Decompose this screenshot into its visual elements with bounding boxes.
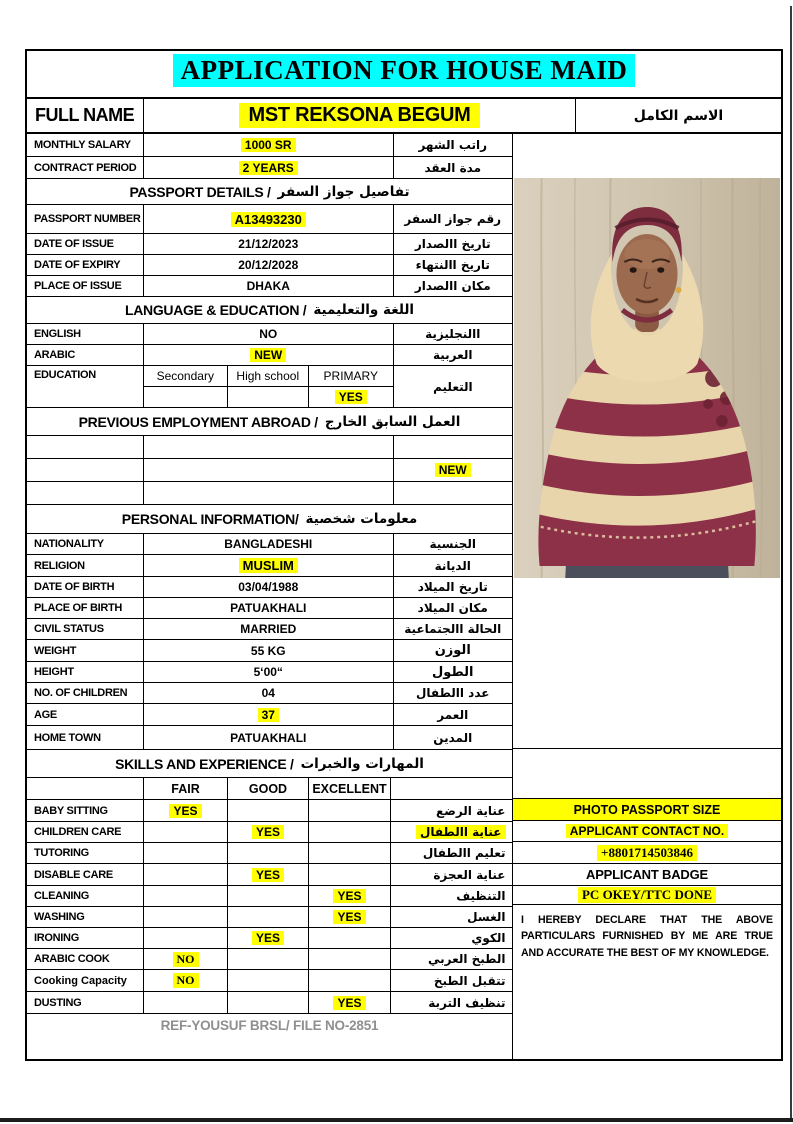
skill-label: WASHING: [27, 907, 144, 927]
age-row: [27, 704, 512, 726]
nationality-value: BANGLADESHI: [144, 534, 394, 554]
skill-label: DUSTING: [27, 992, 144, 1013]
previous-employment-header: [27, 408, 512, 436]
skill-label: IRONING: [27, 928, 144, 948]
skill-excellent-cell: [309, 822, 391, 842]
previous-employment-row: [27, 436, 512, 459]
skill-fair-value: NO: [173, 973, 199, 988]
place-of-issue-value: DHAKA: [144, 276, 394, 296]
form-title: APPLICATION FOR HOUSE MAID: [173, 54, 636, 87]
skill-row-disable-care: [27, 864, 512, 886]
skill-fair-value: YES: [169, 804, 201, 818]
reference-number: REF-YOUSUF BRSL/ FILE NO-2851: [160, 1018, 379, 1033]
previous-employment-row: [27, 459, 512, 482]
date-of-issue-row: [27, 234, 512, 255]
contract-period-row: [27, 157, 512, 179]
full-name-value: MST REKSONA BEGUM: [239, 103, 481, 128]
full-name-arabic: الاسم الكامل: [633, 107, 724, 124]
education-answer-primary: YES: [335, 390, 367, 404]
civil-status-row: [27, 619, 512, 640]
previous-employment-cell: [27, 436, 144, 458]
previous-employment-header-en: PREVIOUS EMPLOYMENT ABROAD /: [78, 413, 318, 430]
skill-arabic: تتقبل الطبخ: [433, 973, 506, 988]
skill-fair-cell: [144, 822, 228, 842]
contract-period-value: 2 YEARS: [239, 161, 298, 175]
previous-employment-cell: [27, 482, 144, 504]
religion-row: [27, 555, 512, 577]
photo-passport-size-row: [513, 799, 781, 821]
skill-row-ironing: [27, 928, 512, 949]
skill-excellent-cell: [309, 864, 391, 885]
arabic-language-arabic: العربية: [432, 348, 473, 362]
skill-fair-cell: [144, 970, 228, 991]
place-of-birth-row: [27, 598, 512, 619]
education-option-highschool: High school: [228, 366, 309, 386]
scan-edge-right: [790, 6, 792, 1120]
age-arabic: العمر: [437, 707, 469, 722]
language-header-ar: اللغة والتعليمية: [313, 302, 415, 318]
skill-fair-cell: [144, 949, 228, 969]
applicant-contact-row: [513, 821, 781, 842]
nationality-row: [27, 534, 512, 555]
english-label: ENGLISH: [27, 324, 144, 344]
contact-number-row: [513, 842, 781, 864]
passport-number-value-cell: [144, 205, 394, 233]
place-of-issue-row: [27, 276, 512, 297]
skill-row-tutoring: [27, 843, 512, 864]
education-grid: [144, 366, 394, 407]
place-of-birth-label: PLACE OF BIRTH: [27, 598, 144, 618]
application-form: [25, 49, 783, 1061]
full-name-row: [27, 99, 781, 134]
photo-passport-size-label: PHOTO PASSPORT SIZE: [573, 802, 721, 817]
children-arabic: عدد االطفال: [416, 686, 490, 700]
skill-arabic: الغسل: [467, 910, 506, 924]
date-of-issue-label: DATE OF ISSUE: [27, 234, 144, 254]
skill-excellent-value: YES: [333, 889, 365, 903]
height-row: [27, 662, 512, 683]
skill-label: DISABLE CARE: [27, 864, 144, 885]
date-of-expiry-arabic: تاريخ االنتهاء: [415, 258, 490, 272]
previous-employment-header-ar: العمل السابق الخارج: [324, 413, 461, 430]
skills-columns-header: [27, 778, 512, 800]
skill-good-value: YES: [252, 931, 284, 945]
skill-excellent-cell: [309, 907, 391, 927]
previous-employment-note-cell: [394, 459, 513, 481]
passport-number-arabic: رقم جواز السفر: [404, 212, 502, 226]
form-left-column: [27, 134, 513, 1059]
skill-excellent-cell: [309, 928, 391, 948]
badge-status-row: [513, 886, 781, 905]
contract-period-arabic: مدة العقد: [424, 160, 482, 175]
skill-label: Cooking Capacity: [27, 970, 144, 991]
skill-label: CHILDREN CARE: [27, 822, 144, 842]
weight-arabic: الوزن: [434, 643, 471, 658]
right-panel-spacer: [513, 749, 781, 799]
applicant-contact-label: APPLICANT CONTACT NO.: [566, 824, 728, 838]
home-town-value: PATUAKHALI: [144, 726, 394, 749]
skill-row-cooking-capacity: [27, 970, 512, 992]
monthly-salary-value: 1000 SR: [241, 138, 296, 152]
skill-fair-cell: [144, 886, 228, 906]
skill-good-cell: [228, 864, 309, 885]
education-label: EDUCATION: [27, 366, 144, 407]
applicant-badge-row: [513, 864, 781, 886]
skill-good-cell: [228, 992, 309, 1013]
skill-arabic: تعليم االطفال: [422, 846, 506, 860]
previous-employment-note: NEW: [435, 463, 471, 477]
date-of-issue-value: 21/12/2023: [144, 234, 394, 254]
skill-good-cell: [228, 843, 309, 863]
skill-excellent-cell: [309, 970, 391, 991]
skill-excellent-value: YES: [333, 996, 365, 1010]
language-section-header: [27, 297, 512, 324]
weight-row: [27, 640, 512, 662]
nationality-arabic: الجنسية: [429, 537, 477, 551]
children-label: NO. OF CHILDREN: [27, 683, 144, 703]
language-header-en: LANGUAGE & EDUCATION /: [124, 302, 307, 318]
height-value: 5‘00“: [144, 662, 394, 682]
civil-status-label: CIVIL STATUS: [27, 619, 144, 639]
previous-employment-row: [27, 482, 512, 505]
passport-section-header: [27, 179, 512, 205]
applicant-photo: [514, 178, 780, 578]
religion-arabic: الديانة: [434, 558, 471, 573]
previous-employment-cell: [144, 459, 394, 481]
skill-good-cell: [228, 928, 309, 948]
date-of-birth-label: DATE OF BIRTH: [27, 577, 144, 597]
home-town-label: HOME TOWN: [27, 726, 144, 749]
arabic-language-value-cell: [144, 345, 394, 365]
place-of-issue-arabic: مكان االصدار: [414, 279, 491, 293]
contract-period-value-cell: [144, 157, 394, 178]
english-row: [27, 324, 512, 345]
religion-label: RELIGION: [27, 555, 144, 576]
skill-good-cell: [228, 822, 309, 842]
skill-fair-cell: [144, 800, 228, 821]
english-arabic: االنجليزية: [425, 327, 481, 341]
previous-employment-note: [394, 482, 513, 504]
passport-header-en: PASSPORT DETAILS /: [129, 183, 271, 200]
skill-excellent-cell: [309, 843, 391, 863]
education-option-secondary: Secondary: [144, 366, 228, 386]
arabic-language-label: ARABIC: [27, 345, 144, 365]
education-arabic: التعليم: [433, 379, 473, 394]
date-of-expiry-value: 20/12/2028: [144, 255, 394, 275]
skill-good-cell: [228, 800, 309, 821]
religion-value-cell: [144, 555, 394, 576]
skill-arabic: عناية الرضع: [436, 803, 506, 818]
children-value: 04: [144, 683, 394, 703]
skills-header-en: SKILLS AND EXPERIENCE /: [115, 755, 294, 772]
declaration-text: I HEREBY DECLARE THAT THE ABOVE PARTICULARS FURNISHED BY ME ARE TRUE AND ACCURATE THE BEST OF MY KNOWLEDGE.: [521, 914, 773, 959]
age-value: 37: [258, 708, 279, 722]
skill-good-value: YES: [252, 868, 284, 882]
children-row: [27, 683, 512, 704]
skill-excellent-cell: [309, 949, 391, 969]
skill-arabic: عناية العجزة: [433, 867, 506, 882]
date-of-birth-arabic: تاريخ الميلاد: [417, 580, 488, 594]
place-of-issue-label: PLACE OF ISSUE: [27, 276, 144, 296]
skill-good-cell: [228, 970, 309, 991]
date-of-birth-value: 03/04/1988: [144, 577, 394, 597]
skill-arabic: التنظيف: [456, 889, 506, 903]
skills-column-good: GOOD: [228, 778, 309, 799]
contract-period-label: CONTRACT PERIOD: [27, 157, 144, 178]
form-title-row: [27, 51, 781, 99]
personal-section-header: [27, 505, 512, 534]
full-name-label: FULL NAME: [27, 99, 144, 132]
scan-edge-bottom: [0, 1118, 793, 1122]
passport-header-ar: تفاصيل جواز السفر: [277, 183, 410, 200]
skill-fair-value: NO: [173, 952, 199, 967]
civil-status-value: MARRIED: [144, 619, 394, 639]
skill-fair-cell: [144, 928, 228, 948]
civil-status-arabic: الحالة االجتماعية: [404, 622, 502, 636]
full-name-arabic-cell: [576, 99, 781, 132]
english-value: NO: [144, 324, 394, 344]
skill-good-cell: [228, 949, 309, 969]
full-name-value-cell: [144, 99, 576, 132]
skill-row-baby-sitting: [27, 800, 512, 822]
skill-excellent-cell: [309, 800, 391, 821]
badge-status: PC OKEY/TTC DONE: [578, 887, 716, 903]
arabic-language-row: [27, 345, 512, 366]
monthly-salary-value-cell: [144, 134, 394, 156]
age-label: AGE: [27, 704, 144, 725]
previous-employment-cell: [144, 482, 394, 504]
skills-column-fair: FAIR: [144, 778, 228, 799]
skill-label: ARABIC COOK: [27, 949, 144, 969]
education-answer-primary-cell: [309, 387, 393, 407]
skill-arabic: تنظيف التربة: [428, 995, 506, 1010]
skills-header-ar: المهارات والخبرات: [300, 755, 424, 772]
monthly-salary-row: [27, 134, 512, 157]
education-answer-secondary: [144, 387, 228, 407]
previous-employment-cell: [27, 459, 144, 481]
skill-fair-cell: [144, 843, 228, 863]
contact-number: +8801714503846: [597, 845, 697, 861]
skill-label: TUTORING: [27, 843, 144, 863]
skill-row-children-care: [27, 822, 512, 843]
skill-row-dusting: [27, 992, 512, 1014]
personal-header-en: PERSONAL INFORMATION/: [121, 511, 299, 527]
skills-section-header: [27, 750, 512, 778]
weight-value: 55 KG: [144, 640, 394, 661]
personal-header-ar: معلومات شخصية: [305, 511, 418, 527]
skill-row-washing: [27, 907, 512, 928]
skill-excellent-value: YES: [333, 910, 365, 924]
education-option-primary: PRIMARY: [323, 369, 378, 383]
home-town-arabic: المدين: [433, 730, 473, 745]
education-row: [27, 366, 512, 408]
skill-label: CLEANING: [27, 886, 144, 906]
skill-good-value: YES: [252, 825, 284, 839]
religion-value: MUSLIM: [239, 558, 298, 573]
photo-cell: [513, 134, 781, 749]
skill-excellent-cell: [309, 992, 391, 1013]
weight-label: WEIGHT: [27, 640, 144, 661]
skill-excellent-cell: [309, 886, 391, 906]
skill-row-cleaning: [27, 886, 512, 907]
skills-column-arabic: [391, 778, 510, 799]
skill-row-arabic-cook: [27, 949, 512, 970]
skill-arabic: عناية االطفال: [416, 825, 506, 839]
place-of-birth-value: PATUAKHALI: [144, 598, 394, 618]
skill-label: BABY SITTING: [27, 800, 144, 821]
home-town-row: [27, 726, 512, 750]
age-value-cell: [144, 704, 394, 725]
height-arabic: الطول: [432, 664, 474, 680]
date-of-birth-row: [27, 577, 512, 598]
form-right-column: [513, 134, 781, 1059]
passport-number-row: [27, 205, 512, 234]
previous-employment-cell: [144, 436, 394, 458]
monthly-salary-label: MONTHLY SALARY: [27, 134, 144, 156]
skill-good-cell: [228, 886, 309, 906]
place-of-birth-arabic: مكان الميلاد: [417, 601, 488, 615]
skill-arabic: الطبخ العربي: [427, 952, 506, 966]
date-of-expiry-label: DATE OF EXPIRY: [27, 255, 144, 275]
skill-fair-cell: [144, 907, 228, 927]
skills-corner-cell: [27, 778, 144, 799]
previous-employment-note: [394, 436, 513, 458]
applicant-badge-label: APPLICANT BADGE: [586, 867, 708, 882]
education-answer-highschool: [228, 387, 309, 407]
skill-arabic: الكوي: [471, 931, 506, 945]
date-of-issue-arabic: تاريخ االصدار: [414, 237, 491, 251]
skill-good-cell: [228, 907, 309, 927]
date-of-expiry-row: [27, 255, 512, 276]
skills-column-excellent: EXCELLENT: [309, 778, 391, 799]
passport-number-value: A13493230: [231, 212, 306, 227]
passport-number-label: PASSPORT NUMBER: [27, 205, 144, 233]
reference-row: [27, 1014, 512, 1059]
monthly-salary-arabic: راتب الشهر: [418, 138, 488, 152]
arabic-language-value: NEW: [250, 348, 286, 362]
skill-fair-cell: [144, 992, 228, 1013]
height-label: HEIGHT: [27, 662, 144, 682]
nationality-label: NATIONALITY: [27, 534, 144, 554]
skill-fair-cell: [144, 864, 228, 885]
